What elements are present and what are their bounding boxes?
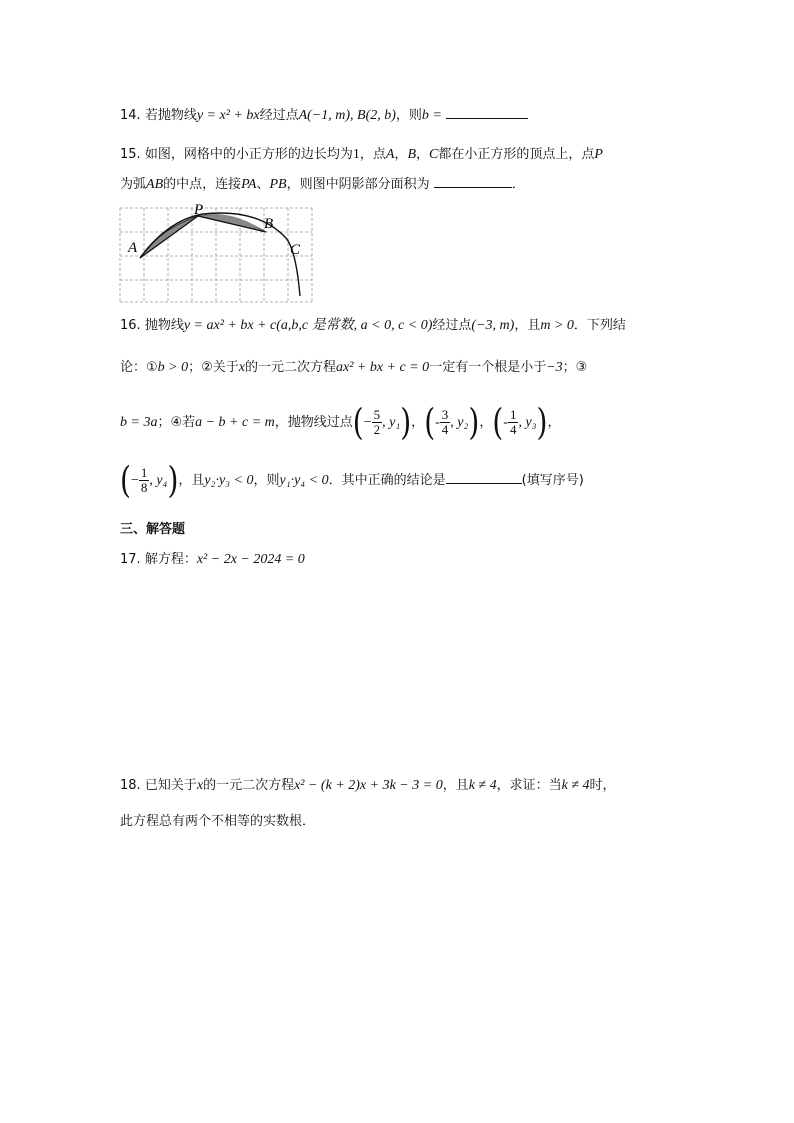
question-15-line2: 为弧AB的中点，连接PA、PB，则图中阴影部分面积为 ． <box>120 177 525 192</box>
question-18-line1: 18. 已知关于x的一元二次方程x² − (k + 2)x + 3k − 3 = 0，且k ≠ 4，求证：当k ≠ 4时， <box>120 778 616 793</box>
question-18-line2: 此方程总有两个不相等的实数根． <box>120 814 316 829</box>
answer-blank[interactable] <box>446 106 528 119</box>
answer-blank[interactable] <box>446 471 522 484</box>
question-14: 14. 若抛物线y = x² + bx经过点A(−1, m), B(2, b)，则b = <box>120 106 528 126</box>
label-B: B <box>264 216 274 232</box>
label-P: P <box>194 202 204 218</box>
grid-lines <box>120 208 312 302</box>
question-16-line2: 论：①b > 0；②关于x的一元二次方程ax² + bx + c = 0一定有一个根是小于−3；③ <box>120 360 588 375</box>
segment-PA <box>140 216 198 258</box>
question-16-line1: 16. 抛物线y = ax² + bx + c(a,b,c 是常数, a < 0, c < 0)经过点(−3, m)，且m > 0．下列结 <box>120 318 626 333</box>
question-17: 17. 解方程：x² − 2x − 2024 = 0 <box>120 552 305 567</box>
arc <box>140 213 300 296</box>
question-15-line1: 15. 如图，网格中的小正方形的边长均为1，点A，B，C都在小正方形的顶点上，点P <box>120 147 603 162</box>
label-C: C <box>290 242 301 258</box>
section-heading: 三、解答题 <box>120 522 186 537</box>
answer-blank[interactable] <box>434 175 512 188</box>
q14-points: A(−1, m), B(2, b) <box>298 108 396 123</box>
label-A: A <box>128 240 138 256</box>
question-16-line4: (− $\frac{1}{8}$ , y₄)，且y₂·y₃ < 0，则y₁·y₄ < 0．其中正确的结论是 (填写序号) <box>120 458 584 502</box>
question-16-line3: b = 3a；④若a − b + c = m，抛物线过点(− $\frac{5}{2}$ , y₁)，(- $\frac{3}{4}$ , y₂)，(- $\frac{1}{4}$ , y₃)， <box>120 400 561 444</box>
grid-figure <box>118 200 318 306</box>
q14-equation: y = x² + bx <box>196 108 260 123</box>
